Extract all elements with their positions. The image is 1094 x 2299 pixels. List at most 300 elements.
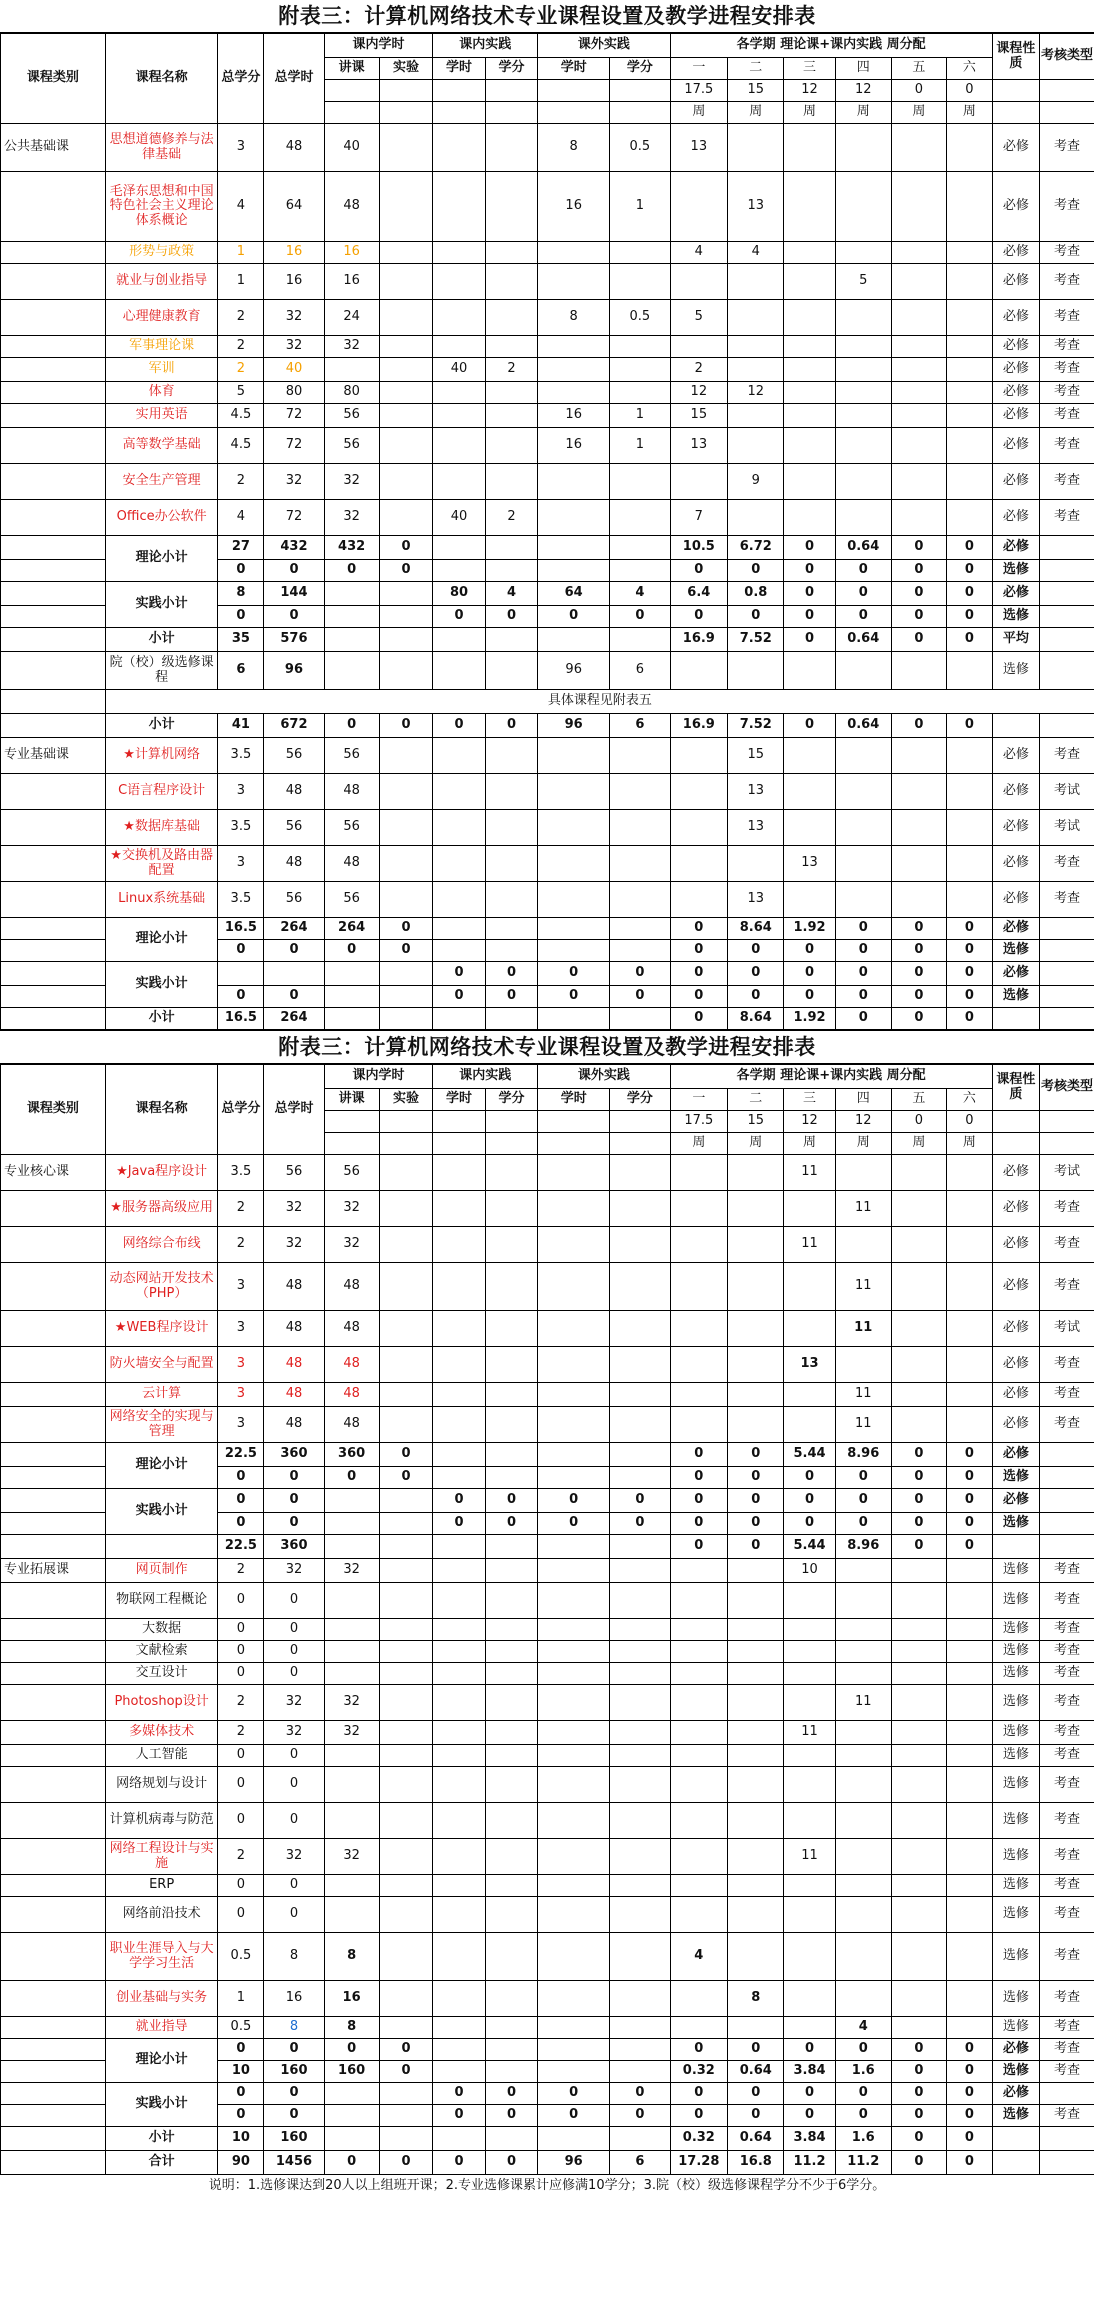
value-cell: 72 [264, 500, 324, 536]
value-cell [379, 2127, 433, 2151]
blank-cell [1, 1008, 106, 1030]
header-semester: 四 [835, 1089, 891, 1111]
value-cell: 0 [891, 606, 946, 628]
course-nature: 必修 [992, 1347, 1039, 1383]
blank-cell [610, 1111, 670, 1133]
value-cell: 8 [728, 1981, 784, 2017]
value-cell [728, 652, 784, 690]
value-cell [485, 124, 537, 172]
value-cell: 0 [946, 582, 992, 606]
value-cell [784, 1767, 835, 1803]
value-cell [433, 940, 485, 962]
value-cell [891, 1559, 946, 1583]
course-name: 就业与创业指导 [105, 264, 218, 300]
table-row [1, 1721, 1094, 1745]
exam-type: 考试 [1039, 1311, 1094, 1347]
value-cell [610, 1745, 670, 1767]
value-cell [784, 774, 835, 810]
value-cell [891, 336, 946, 358]
subtotal-label: 理论小计 [105, 536, 218, 582]
value-cell [784, 300, 835, 336]
value-cell [670, 652, 728, 690]
value-cell [610, 1347, 670, 1383]
header-credits: 总学分 [218, 34, 264, 124]
value-cell: 3.5 [218, 738, 264, 774]
exam-type: 考查 [1039, 172, 1094, 242]
value-cell: 0 [946, 2151, 992, 2175]
course-name: 毛泽东思想和中国特色社会主义理论体系概论 [105, 172, 218, 242]
value-cell: 40 [324, 124, 379, 172]
value-cell: 0 [218, 1467, 264, 1489]
value-cell [835, 500, 891, 536]
blank-cell [324, 80, 379, 102]
value-cell: 0 [379, 2061, 433, 2083]
value-cell: 0 [835, 606, 891, 628]
value-cell: 0 [946, 2039, 992, 2061]
course-nature: 必修 [992, 2039, 1039, 2061]
table-row [1, 500, 1094, 536]
value-cell [433, 124, 485, 172]
value-cell [379, 242, 433, 264]
header-semester: 四 [835, 58, 891, 80]
value-cell: 3 [218, 846, 264, 882]
value-cell: 3.84 [784, 2127, 835, 2151]
value-cell: 0 [485, 2151, 537, 2175]
header-semester: 一 [670, 58, 728, 80]
value-cell: 0 [784, 1489, 835, 1513]
blank-cell [538, 80, 610, 102]
value-cell: 0 [218, 1489, 264, 1513]
value-cell [538, 846, 610, 882]
value-cell [784, 242, 835, 264]
value-cell: 3 [218, 774, 264, 810]
semester-weeks: 0 [946, 80, 992, 102]
value-cell [784, 1191, 835, 1227]
exam-type [1039, 1489, 1094, 1513]
value-cell [946, 1745, 992, 1767]
value-cell [784, 358, 835, 382]
value-cell: 48 [264, 1311, 324, 1347]
value-cell [670, 1383, 728, 1407]
blank-cell [538, 1133, 610, 1155]
value-cell: 16 [324, 1981, 379, 2017]
value-cell [485, 2127, 537, 2151]
value-cell [891, 1347, 946, 1383]
value-cell [324, 1767, 379, 1803]
value-cell [670, 1155, 728, 1191]
value-cell: 0 [946, 2105, 992, 2127]
value-cell [835, 846, 891, 882]
value-cell: 0 [891, 536, 946, 560]
value-cell: 16.5 [218, 1008, 264, 1030]
value-cell [610, 1155, 670, 1191]
value-cell [538, 1721, 610, 1745]
value-cell: 0.64 [728, 2061, 784, 2083]
value-cell [784, 404, 835, 428]
value-cell: 0 [891, 962, 946, 986]
value-cell [670, 774, 728, 810]
value-cell [835, 1897, 891, 1933]
value-cell [835, 382, 891, 404]
value-cell [610, 2039, 670, 2061]
value-cell: 32 [264, 300, 324, 336]
value-cell [891, 1191, 946, 1227]
course-name: Linux系统基础 [105, 882, 218, 918]
value-cell: 0 [946, 1535, 992, 1559]
table-row [1, 2017, 1094, 2039]
value-cell: 0 [670, 1489, 728, 1513]
value-cell: 0 [379, 2151, 433, 2175]
value-cell [538, 940, 610, 962]
blank-cell [1, 1933, 106, 1981]
header-pt-hours: 学时 [433, 58, 485, 80]
value-cell: 80 [264, 382, 324, 404]
value-cell [891, 300, 946, 336]
value-cell [379, 1311, 433, 1347]
header-practice-out: 课外实践 [538, 1065, 670, 1089]
table-row [1, 846, 1094, 882]
header-semester: 三 [784, 1089, 835, 1111]
value-cell: 2 [218, 464, 264, 500]
course-nature: 必修 [992, 1263, 1039, 1311]
blank-cell [1, 628, 106, 652]
blank-cell [1, 242, 106, 264]
value-cell: 22.5 [218, 1535, 264, 1559]
exam-type [1039, 606, 1094, 628]
value-cell: 0.5 [218, 1933, 264, 1981]
value-cell: 80 [433, 582, 485, 606]
value-cell: 0 [218, 1745, 264, 1767]
value-cell: 0 [433, 2083, 485, 2105]
value-cell [433, 1311, 485, 1347]
value-cell: 2 [670, 358, 728, 382]
table-row [1, 1767, 1094, 1803]
course-nature: 选修 [992, 1559, 1039, 1583]
value-cell: 0 [891, 940, 946, 962]
value-cell: 5.44 [784, 1535, 835, 1559]
course-nature: 选修 [992, 1981, 1039, 2017]
course-nature: 选修 [992, 1839, 1039, 1875]
value-cell: 11 [784, 1155, 835, 1191]
blank-cell [1, 1227, 106, 1263]
value-cell: 0 [324, 940, 379, 962]
course-nature: 必修 [992, 962, 1039, 986]
value-cell [538, 774, 610, 810]
value-cell [946, 1767, 992, 1803]
course-nature: 必修 [992, 582, 1039, 606]
blank-cell [610, 80, 670, 102]
exam-type: 考试 [1039, 810, 1094, 846]
header-practice-out: 课外实践 [538, 34, 670, 58]
value-cell [835, 358, 891, 382]
value-cell [784, 172, 835, 242]
course-name: 院（校）级选修课程 [105, 652, 218, 690]
value-cell: 0 [433, 962, 485, 986]
value-cell [485, 1443, 537, 1467]
value-cell [379, 1008, 433, 1030]
exam-type [1039, 2083, 1094, 2105]
value-cell [891, 1227, 946, 1263]
value-cell [485, 1619, 537, 1641]
value-cell [670, 1767, 728, 1803]
value-cell: 32 [264, 464, 324, 500]
value-cell: 0 [891, 560, 946, 582]
value-cell [379, 1685, 433, 1721]
table-row [1, 1227, 1094, 1263]
blank-cell [1039, 102, 1094, 124]
value-cell [946, 1839, 992, 1875]
blank-cell [1, 1619, 106, 1641]
value-cell: 3.5 [218, 882, 264, 918]
value-cell: 0 [610, 1489, 670, 1513]
course-nature: 必修 [992, 1383, 1039, 1407]
value-cell: 0 [670, 918, 728, 940]
value-cell [891, 358, 946, 382]
value-cell [324, 628, 379, 652]
value-cell: 0 [324, 714, 379, 738]
value-cell [379, 1227, 433, 1263]
value-cell: 0 [670, 1535, 728, 1559]
value-cell: 160 [264, 2127, 324, 2151]
value-cell [946, 172, 992, 242]
blank-cell [1, 1347, 106, 1383]
week-unit: 周 [835, 102, 891, 124]
course-nature: 必修 [992, 1227, 1039, 1263]
course-nature: 必修 [992, 536, 1039, 560]
exam-type [1039, 536, 1094, 560]
value-cell [538, 560, 610, 582]
value-cell [538, 242, 610, 264]
value-cell: 11 [835, 1263, 891, 1311]
semester-weeks: 0 [946, 1111, 992, 1133]
value-cell [610, 1383, 670, 1407]
value-cell [784, 1263, 835, 1311]
value-cell [538, 264, 610, 300]
page-title: 附表三：计算机网络技术专业课程设置及教学进程安排表 [0, 0, 1094, 33]
value-cell: 56 [324, 404, 379, 428]
exam-type: 考查 [1039, 1583, 1094, 1619]
value-cell [485, 2061, 537, 2083]
course-nature: 选修 [992, 652, 1039, 690]
value-cell: 0.5 [218, 2017, 264, 2039]
value-cell: 0.64 [835, 714, 891, 738]
value-cell [891, 1383, 946, 1407]
header-semester: 三 [784, 58, 835, 80]
value-cell: 56 [324, 1155, 379, 1191]
course-nature: 选修 [992, 1803, 1039, 1839]
value-cell: 0 [728, 986, 784, 1008]
blank-cell [485, 1133, 537, 1155]
value-cell [485, 1933, 537, 1981]
subtotal-label: 小计 [105, 628, 218, 652]
value-cell [670, 1897, 728, 1933]
value-cell [835, 1559, 891, 1583]
semester-weeks: 12 [835, 80, 891, 102]
header-semesters: 各学期 理论课+课内实践 周分配 [670, 34, 992, 58]
value-cell [610, 1897, 670, 1933]
value-cell [891, 1839, 946, 1875]
subtotal-label: 理论小计 [105, 1443, 218, 1489]
value-cell: 0 [485, 714, 537, 738]
value-cell: 4 [485, 582, 537, 606]
value-cell: 8 [218, 582, 264, 606]
value-cell [433, 336, 485, 358]
value-cell [728, 2017, 784, 2039]
blank-cell [1, 652, 106, 690]
value-cell: 32 [324, 1839, 379, 1875]
value-cell: 32 [264, 1685, 324, 1721]
blank-cell [433, 1111, 485, 1133]
value-cell [835, 172, 891, 242]
table-row [1, 172, 1094, 242]
value-cell: 2 [485, 358, 537, 382]
value-cell [538, 1535, 610, 1559]
header-nature: 课程性质 [992, 1065, 1039, 1111]
header-semesters: 各学期 理论课+课内实践 周分配 [670, 1065, 992, 1089]
header-practice-in: 课内实践 [433, 34, 538, 58]
value-cell: 0 [946, 1513, 992, 1535]
blank-cell [1, 1407, 106, 1443]
value-cell [891, 1745, 946, 1767]
value-cell [784, 738, 835, 774]
value-cell [485, 428, 537, 464]
value-cell: 160 [264, 2061, 324, 2083]
value-cell [433, 1839, 485, 1875]
value-cell: 96 [538, 2151, 610, 2175]
value-cell: 0 [324, 560, 379, 582]
value-cell [379, 606, 433, 628]
value-cell: 2 [485, 500, 537, 536]
value-cell [538, 1981, 610, 2017]
value-cell [946, 1875, 992, 1897]
value-cell [433, 1875, 485, 1897]
value-cell [379, 1263, 433, 1311]
value-cell [610, 1933, 670, 1981]
value-cell: 0 [218, 1619, 264, 1641]
exam-type: 考查 [1039, 1383, 1094, 1407]
value-cell: 0 [670, 606, 728, 628]
value-cell [670, 1745, 728, 1767]
value-cell [784, 1311, 835, 1347]
exam-type: 考查 [1039, 738, 1094, 774]
blank-cell [1, 962, 106, 986]
exam-type: 考查 [1039, 1897, 1094, 1933]
value-cell: 0 [946, 962, 992, 986]
value-cell: 0 [433, 1513, 485, 1535]
course-name: 思想道德修养与法律基础 [105, 124, 218, 172]
value-cell: 0 [379, 536, 433, 560]
exam-type: 考查 [1039, 1803, 1094, 1839]
value-cell: 0 [728, 2105, 784, 2127]
blank-cell [1039, 1133, 1094, 1155]
header-semester: 五 [891, 1089, 946, 1111]
value-cell [485, 628, 537, 652]
blank-cell [1, 940, 106, 962]
exam-type [1039, 628, 1094, 652]
value-cell: 0 [728, 1535, 784, 1559]
blank-cell [1, 582, 106, 606]
value-cell: 1456 [264, 2151, 324, 2175]
header-semester: 六 [946, 1089, 992, 1111]
value-cell: 64 [538, 582, 610, 606]
value-cell: 0 [324, 2039, 379, 2061]
value-cell: 0 [835, 2039, 891, 2061]
value-cell: 0.5 [610, 124, 670, 172]
value-cell: 32 [324, 464, 379, 500]
value-cell [538, 1559, 610, 1583]
span-note: 具体课程见附表五 [105, 690, 1094, 714]
value-cell [485, 1311, 537, 1347]
value-cell [610, 1191, 670, 1227]
table-row [1, 1008, 1094, 1030]
blank-cell [1, 264, 106, 300]
value-cell: 0 [379, 714, 433, 738]
course-nature: 必修 [992, 1191, 1039, 1227]
value-cell: 0 [784, 1513, 835, 1535]
exam-type: 考查 [1039, 1767, 1094, 1803]
value-cell: 0 [670, 962, 728, 986]
table-row [1, 1875, 1094, 1897]
value-cell: 6 [610, 652, 670, 690]
blank-cell [538, 102, 610, 124]
value-cell [485, 300, 537, 336]
value-cell [324, 1897, 379, 1933]
value-cell: 6 [610, 714, 670, 738]
value-cell: 48 [264, 124, 324, 172]
value-cell: 0 [784, 1467, 835, 1489]
course-name: 物联网工程概论 [105, 1583, 218, 1619]
header-credits: 总学分 [218, 1065, 264, 1155]
value-cell [610, 846, 670, 882]
value-cell: 0 [538, 2105, 610, 2127]
value-cell [610, 1641, 670, 1663]
value-cell [324, 2127, 379, 2151]
value-cell: 0 [218, 1897, 264, 1933]
footnote: 说明：1.选修课达到20人以上组班开课；2.专业选修课累计应修满10学分；3.院（校）级选修课程学分不少于6学分。 [208, 2178, 886, 2193]
value-cell: 0 [218, 1803, 264, 1839]
value-cell [610, 264, 670, 300]
table-row [1, 1663, 1094, 1685]
value-cell [946, 1981, 992, 2017]
exam-type: 考查 [1039, 336, 1094, 358]
blank-cell [1, 1685, 106, 1721]
value-cell [379, 300, 433, 336]
blank-cell [1, 1263, 106, 1311]
blank-cell [1, 1513, 106, 1535]
course-name: ★WEB程序设计 [105, 1311, 218, 1347]
value-cell: 160 [324, 2061, 379, 2083]
page-title-repeat: 附表三：计算机网络技术专业课程设置及教学进程安排表 [0, 1030, 1094, 1064]
value-cell [784, 1897, 835, 1933]
course-name: 防火墙安全与配置 [105, 1347, 218, 1383]
header-in-class: 课内学时 [324, 34, 433, 58]
value-cell [610, 336, 670, 358]
value-cell [835, 1641, 891, 1663]
course-nature: 必修 [992, 1407, 1039, 1443]
value-cell: 7 [670, 500, 728, 536]
value-cell: 1 [218, 242, 264, 264]
exam-type [1039, 1008, 1094, 1030]
value-cell [379, 1535, 433, 1559]
value-cell [835, 1803, 891, 1839]
value-cell [485, 1008, 537, 1030]
exam-type: 考查 [1039, 464, 1094, 500]
value-cell: 0 [891, 2083, 946, 2105]
value-cell [610, 1663, 670, 1685]
value-cell: 4 [835, 2017, 891, 2039]
value-cell [784, 1933, 835, 1981]
value-cell [433, 2061, 485, 2083]
